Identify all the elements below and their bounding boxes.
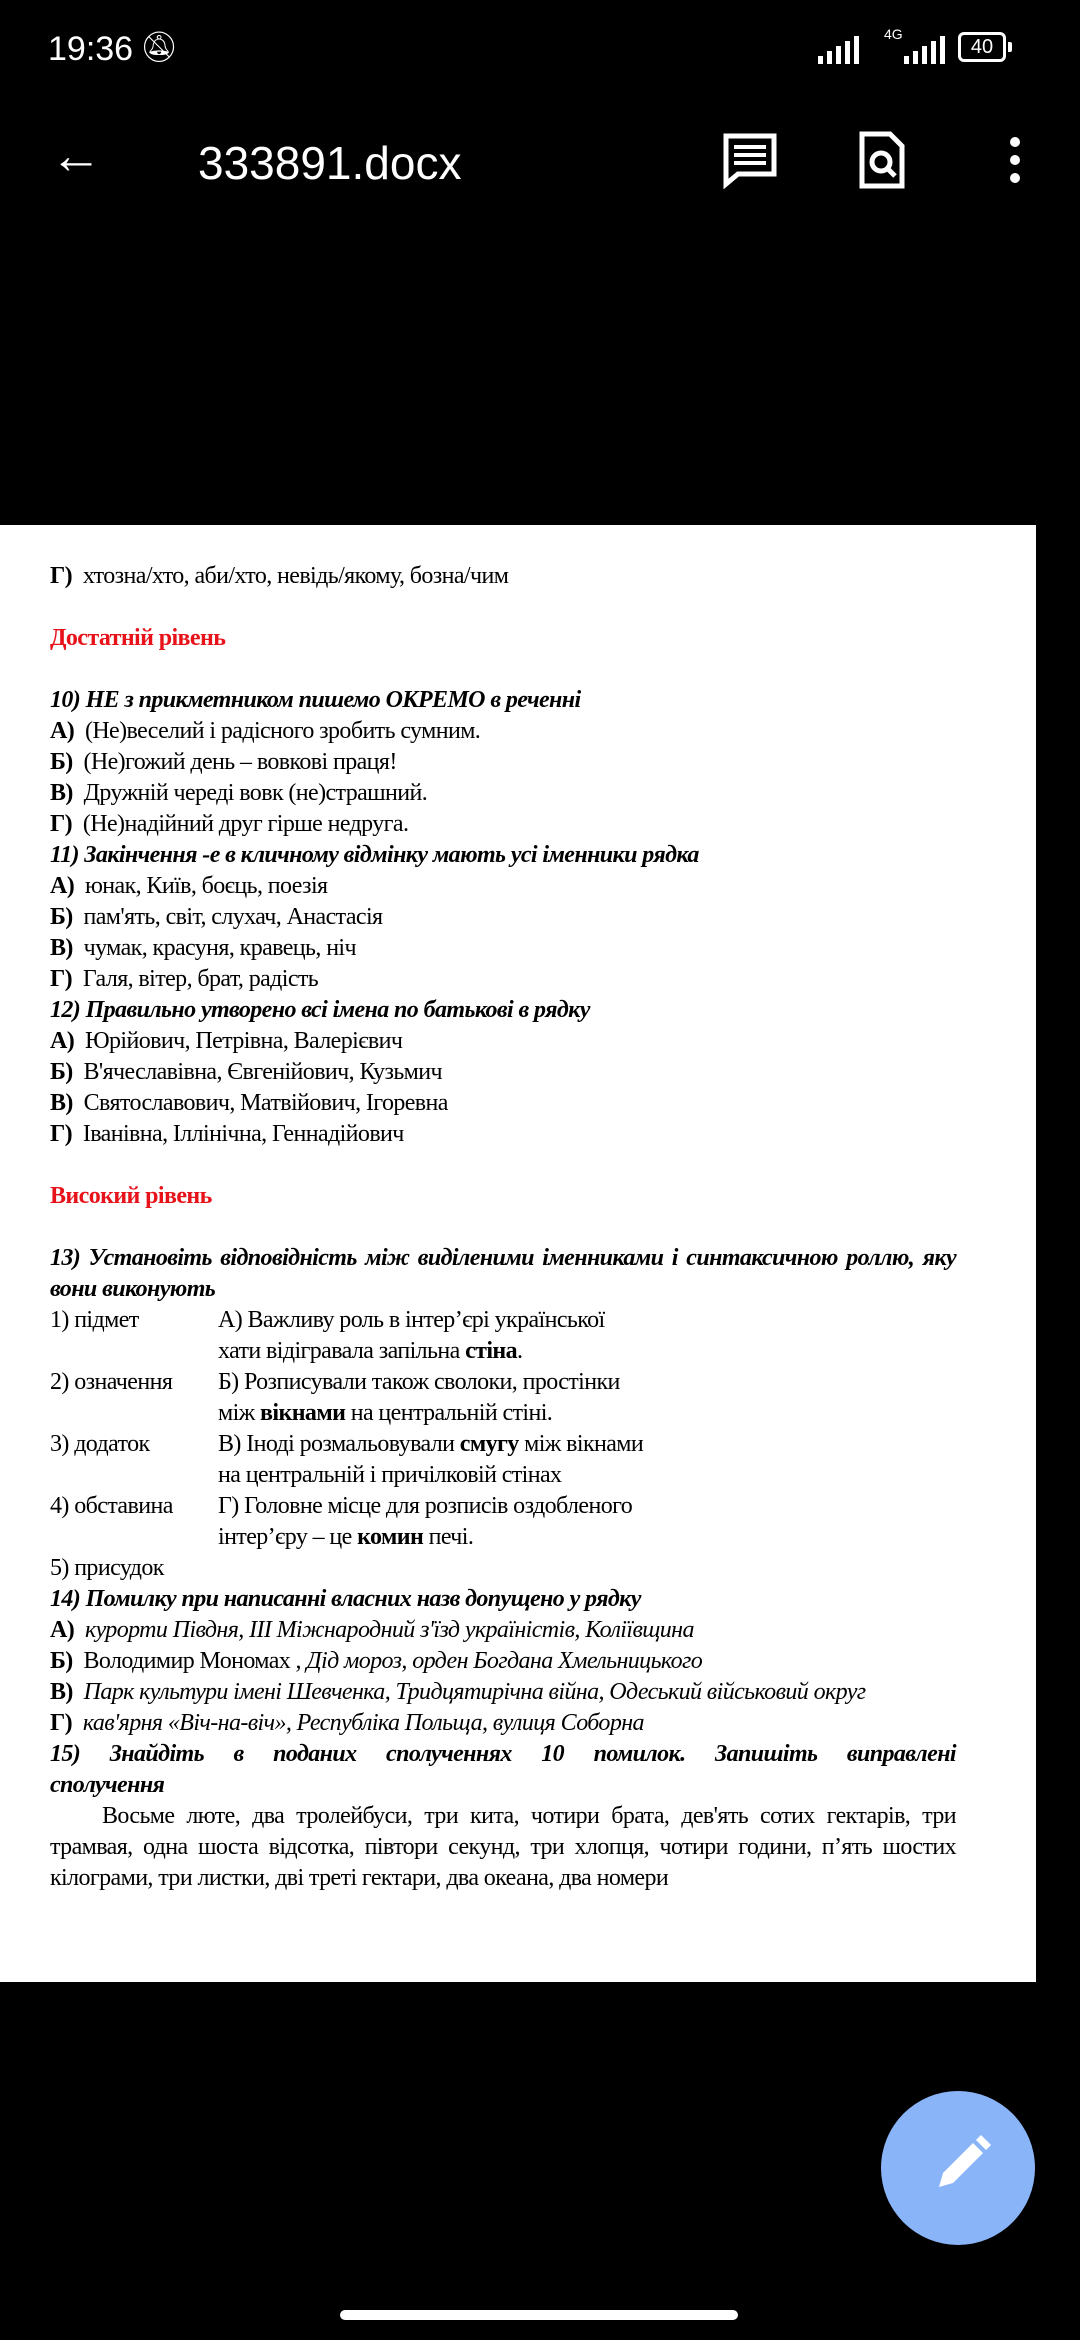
answer-option: Г) хтозна/хто, аби/хто, невідь/якому, бозна/чим — [50, 563, 509, 589]
battery-icon: 40 — [958, 32, 1006, 62]
answer-option: В) Святославович, Матвійович, Ігоревна — [50, 1090, 448, 1116]
question-13: 13) Установіть відповідність між виділеними іменниками і синтаксичною роллю, яку вони виконують — [50, 1245, 956, 1302]
mute-icon: 🔕︎ — [140, 31, 179, 64]
question-11: 11) Закінчення -е в кличному відмінку мають усі іменники рядка — [50, 842, 699, 868]
answer-option: А) юнак, Київ, боєць, поезія — [50, 873, 328, 899]
answer-option: Г) Іванівна, Іллінічна, Геннадійович — [50, 1121, 404, 1147]
answer-option: Б) (Не)гожий день – вовкові праця! — [50, 749, 397, 775]
answer-option: А) Юрійович, Петрівна, Валерієвич — [50, 1028, 403, 1054]
question-14: 14) Помилку при написанні власних назв допущено у рядку — [50, 1586, 641, 1612]
level-heading: Високий рівень — [50, 1183, 212, 1209]
toolbar — [0, 110, 1080, 210]
answer-option: Б) пам'ять, світ, слухач, Анастасія — [50, 904, 383, 930]
match-row: 3) додаток В) Іноді розмальовували смугу між вікнами на центральній і причілковій стінах — [50, 1431, 644, 1488]
question-12: 12) Правильно утворено всі імена по батькові в рядку — [50, 997, 590, 1023]
home-indicator[interactable] — [340, 2310, 738, 2320]
signal-icon — [818, 34, 859, 64]
match-row: 1) підмет А) Важливу роль в інтер’єрі української хати відігравала запільна стіна. — [50, 1307, 605, 1364]
back-arrow-icon[interactable]: ← — [50, 127, 102, 185]
answer-option: А) (Не)веселий і радісного зробить сумним. — [50, 718, 481, 744]
pencil-icon — [881, 2091, 1035, 2245]
question-15-text: Восьме люте, два тролейбуси, три кита, чотири брата, дев'ять сотих гектарів, три трамвая, одна шоста відсотка, півтори секунд, три хлопця, чотири години, п’ять шостих кілограми, три листки, дві треті гектари, два океана, два номери — [50, 1803, 956, 1891]
clock: 19:36 — [48, 30, 134, 68]
document-page — [0, 525, 1036, 1982]
question-10: 10) НЕ з прикметником пишемо ОКРЕМО в реченні — [50, 687, 581, 713]
answer-option: Г) (Не)надійний друг гірше недруга. — [50, 811, 409, 837]
more-options-icon[interactable] — [1000, 130, 1030, 190]
match-role: 5) присудок — [50, 1555, 164, 1581]
answer-option: Б) В'ячеславівна, Євгенійович, Кузьмич — [50, 1059, 442, 1085]
comments-icon[interactable] — [720, 130, 780, 190]
answer-option: В) чумак, красуня, кравець, ніч — [50, 935, 356, 961]
status-bar — [0, 0, 1080, 100]
answer-option: Г) Галя, вітер, брат, радість — [50, 966, 319, 992]
answer-option: В) Дружній череді вовк (не)страшний. — [50, 780, 428, 806]
network-type: 4G — [884, 26, 903, 42]
match-row: 2) означення Б) Розписували також сволоки, простінки між вікнами на центральній стіні. — [50, 1369, 620, 1426]
question-15: 15) Знайдіть в поданих сполученнях 10 помилок. Запишіть виправлені сполучення — [50, 1741, 956, 1798]
level-heading: Достатній рівень — [50, 625, 226, 651]
edit-button[interactable] — [881, 2091, 1035, 2245]
answer-option: В) Парк культури імені Шевченка, Тридцятирічна війна, Одеський військовий округ — [50, 1679, 866, 1705]
answer-option: Г) кав'ярня «Віч-на-віч», Республіка Польща, вулиця Соборна — [50, 1710, 644, 1736]
find-in-page-icon[interactable] — [852, 130, 912, 190]
answer-option: А) курорти Півдня, ІІІ Міжнародний з'їзд україністів, Коліївщина — [50, 1617, 694, 1643]
answer-option: Б) Володимир Мономах , Дід мороз, орден Богдана Хмельницького — [50, 1648, 703, 1674]
signal-icon-2 — [904, 34, 945, 64]
document-title: 333891.docx — [198, 137, 462, 189]
match-row: 4) обставина Г) Головне місце для розписів оздобленого інтер’єру – це комин печі. — [50, 1493, 633, 1550]
